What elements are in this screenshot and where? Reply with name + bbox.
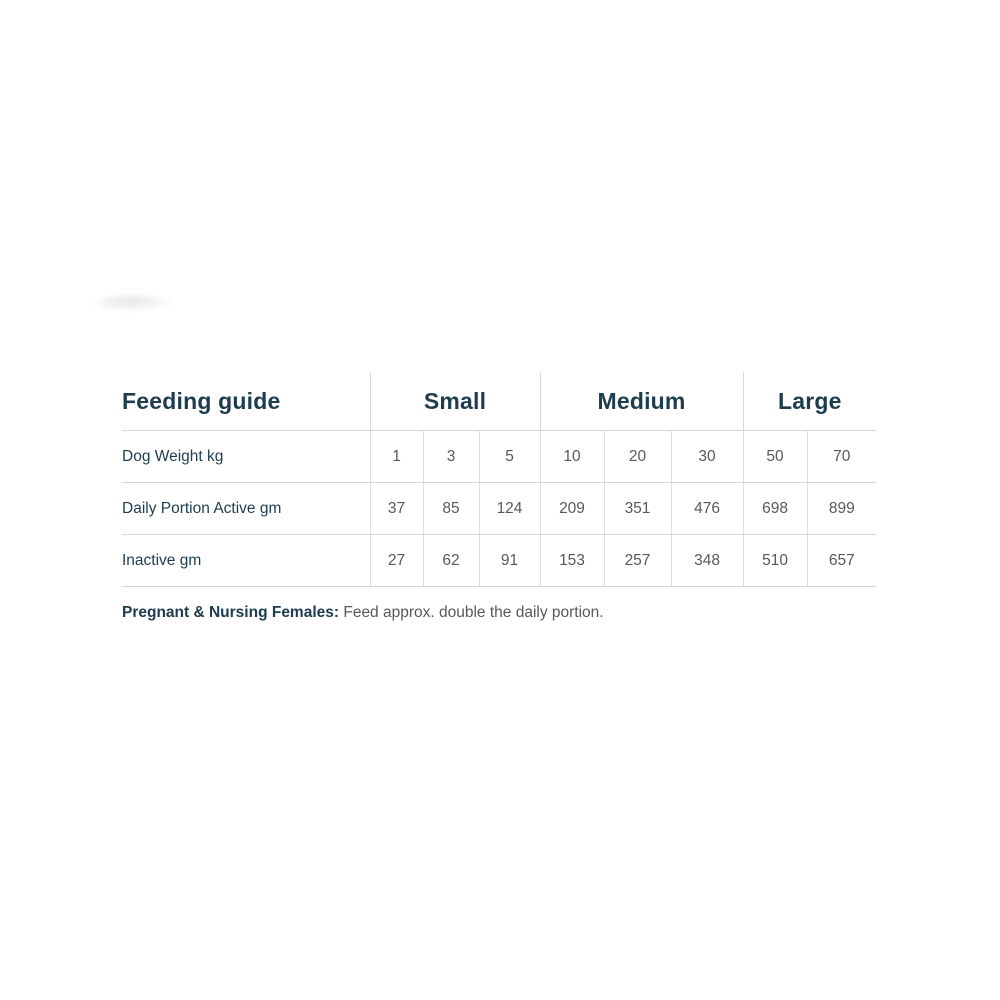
table-cell: 348: [671, 535, 743, 587]
table-cell: 20: [604, 431, 671, 483]
table-row-dog-weight: [122, 431, 876, 483]
group-header-large: Large: [743, 372, 876, 431]
table-row-inactive: [122, 535, 876, 587]
table-cell: 476: [671, 483, 743, 535]
table-cell: 10: [540, 431, 604, 483]
table-cell: 62: [423, 535, 479, 587]
table-cell: 124: [479, 483, 540, 535]
table-header-row: [122, 372, 876, 431]
row-label-dog-weight: Dog Weight kg: [122, 431, 370, 483]
table-cell: 50: [743, 431, 807, 483]
footnote-bold-label: Pregnant & Nursing Females:: [122, 604, 340, 621]
table-cell: 209: [540, 483, 604, 535]
row-label-daily-portion-active: Daily Portion Active gm: [122, 483, 370, 535]
table-cell: 3: [423, 431, 479, 483]
footnote: [122, 602, 604, 623]
table-cell: 698: [743, 483, 807, 535]
table-cell: 30: [671, 431, 743, 483]
table-cell: 153: [540, 535, 604, 587]
table-cell: 1: [370, 431, 423, 483]
table-cell: 5: [479, 431, 540, 483]
feeding-guide-table: [122, 372, 876, 587]
group-header-small: Small: [370, 372, 540, 431]
table-cell: 257: [604, 535, 671, 587]
table-cell: 37: [370, 483, 423, 535]
table-title: Feeding guide: [122, 372, 370, 431]
table-cell: 899: [807, 483, 876, 535]
group-header-medium: Medium: [540, 372, 743, 431]
table-cell: 351: [604, 483, 671, 535]
table-cell: 91: [479, 535, 540, 587]
table-cell: 70: [807, 431, 876, 483]
table-cell: 510: [743, 535, 807, 587]
row-label-inactive: Inactive gm: [122, 535, 370, 587]
table-cell: 27: [370, 535, 423, 587]
table-cell: 85: [423, 483, 479, 535]
table-cell: 657: [807, 535, 876, 587]
footnote-text: Feed approx. double the daily portion.: [339, 604, 604, 621]
faint-image-artifact: [95, 295, 173, 311]
table-row-daily-portion-active: [122, 483, 876, 535]
